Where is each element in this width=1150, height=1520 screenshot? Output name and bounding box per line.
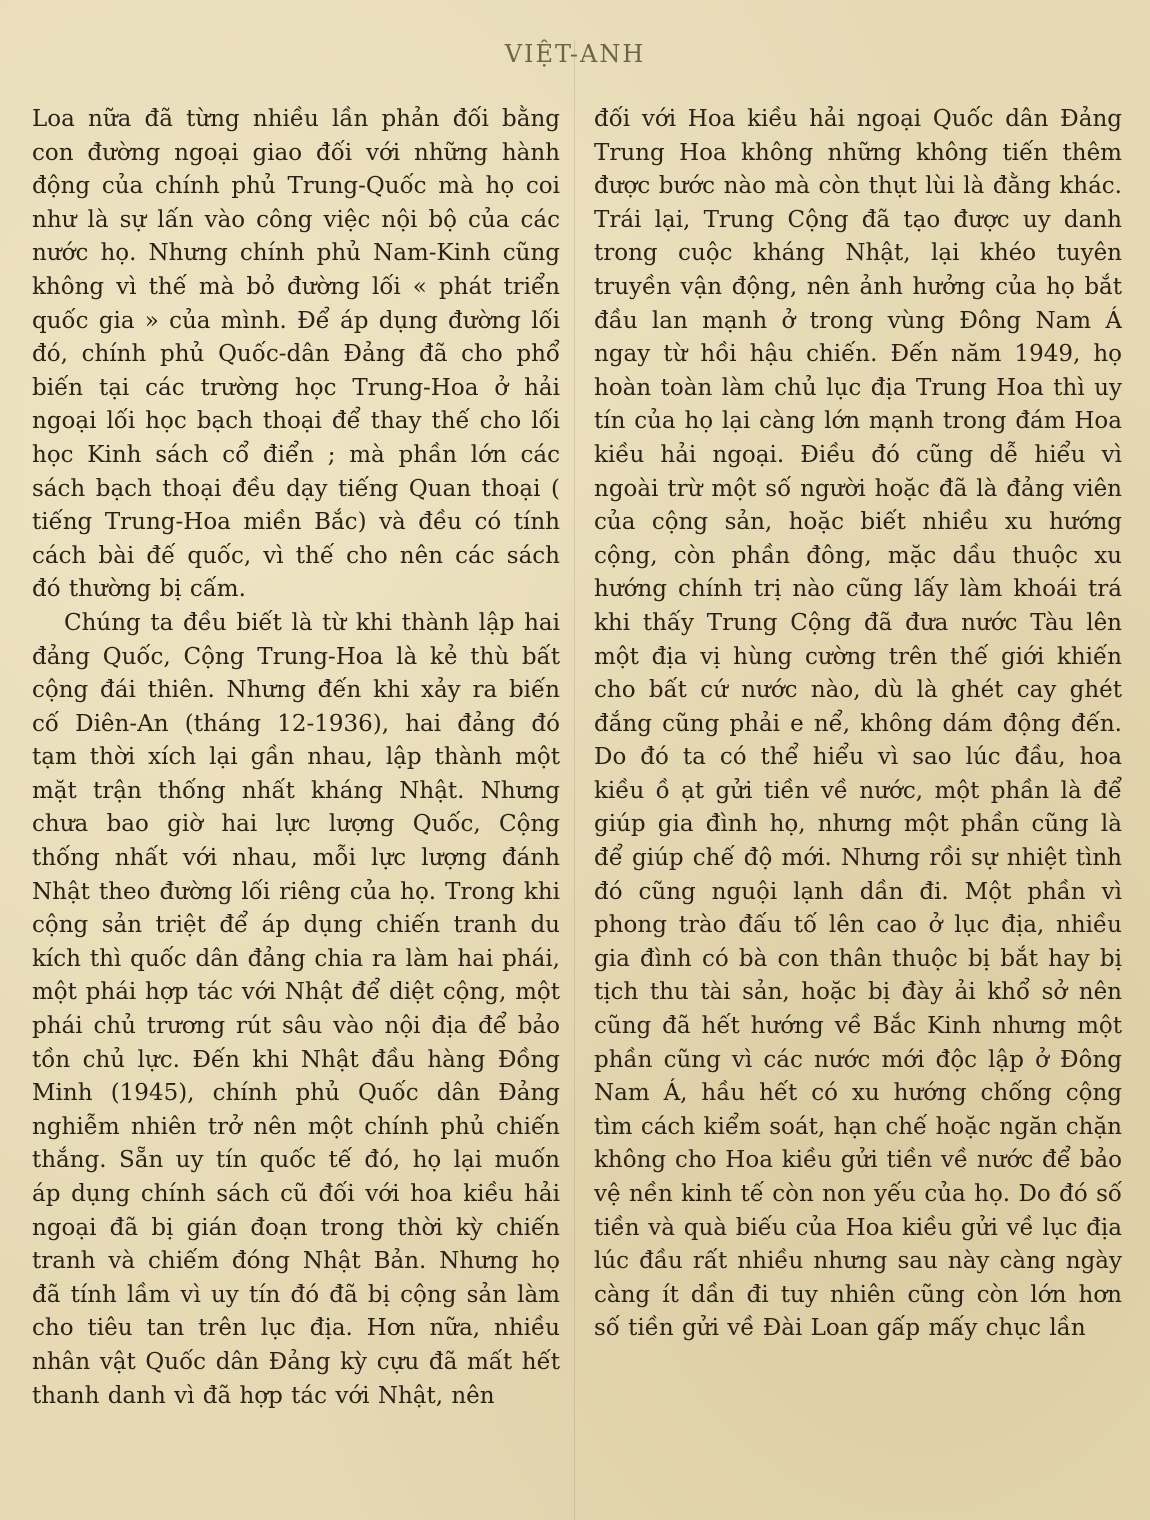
paragraph: Chúng ta đều biết là từ khi thành lập hai đảng Quốc, Cộng Trung-Hoa là kẻ thù bất cộng đái thiên. Nhưng đến khi xảy ra biến cố Diên-An (tháng 12-1936), hai đảng đó tạm thời xích lại gần nhau, lập thành một mặt trận thống nhất kháng Nhật. Nhưng chưa bao giờ hai lực lượng Quốc, Cộng thống nhất với nhau, mỗi lực lượng đánh Nhật theo đường lối riêng của họ. Trong khi cộng sản triệt để áp dụng chiến tranh du kích thì quốc dân đảng chia ra làm hai phái, một phái hợp tác với Nhật để diệt cộng, một phái chủ trương rút sâu vào nội địa để bảo tồn chủ lực. Đến khi Nhật đầu hàng Đồng Minh (1945), chính phủ Quốc dân Đảng nghiễm nhiên trở nên một chính phủ chiến thắng. Sẵn uy tín quốc tế đó, họ lại muốn áp dụng chính sách cũ đối với hoa kiều hải ngoại đã bị gián đoạn trong thời kỳ chiến tranh và chiếm đóng Nhật Bản. Nhưng họ đã tính lầm vì uy tín đó đã bị cộng sản làm cho tiêu tan trên lục địa. Hơn nữa, nhiều nhân vật Quốc dân Đảng kỳ cựu đã mất hết thanh danh vì đã hợp tác với Nhật, nên <box>32 609 560 1409</box>
paragraph: Loa nữa đã từng nhiều lần phản đối bằng con đường ngoại giao đối với những hành động của chính phủ Trung-Quốc mà họ coi như là sự lấn vào công việc nội bộ của các nước họ. Nhưng chính phủ Nam-Kinh cũng không vì thế mà bỏ đường lối « phát triển quốc gia » của mình. Để áp dụng đường lối đó, chính phủ Quốc-dân Đảng đã cho phổ biến tại các trường học Trung-Hoa ở hải ngoại lối học bạch thoại để thay thế cho lối học Kinh sách cổ điển ; mà phần lớn các sách bạch thoại đều dạy tiếng Quan thoại ( tiếng Trung-Hoa miền Bắc) và đều có tính cách bài đế quốc, vì thế cho nên các sách đó thường bị cấm. <box>32 106 560 603</box>
column-gutter <box>574 40 575 1520</box>
right-column <box>594 103 1122 1346</box>
paragraph: đối với Hoa kiều hải ngoại Quốc dân Đảng Trung Hoa không những không tiến thêm được bước nào mà còn thụt lùi là đằng khác. Trái lại, Trung Cộng đã tạo được uy danh trong cuộc kháng Nhật, lại khéo tuyên truyền vận động, nên ảnh hưởng của họ bắt đầu lan mạnh ở trong vùng Đông Nam Á ngay từ hồi hậu chiến. Đến năm 1949, họ hoàn toàn làm chủ lục địa Trung Hoa thì uy tín của họ lại càng lớn mạnh trong đám Hoa kiều hải ngoại. Điều đó cũng dễ hiểu vì ngoài trừ một số người hoặc đã là đảng viên của cộng sản, hoặc biết nhiều xu hướng cộng, còn phần đông, mặc dầu thuộc xu hướng chính trị nào cũng lấy làm khoái trá khi thấy Trung Cộng đã đưa nước Tàu lên một địa vị hùng cường trên thế giới khiến cho bất cứ nước nào, dù là ghét cay ghét đắng cũng phải e nể, không dám động đến. Do đó ta có thể hiểu vì sao lúc đầu, hoa kiều ồ ạt gửi tiền về nước, một phần là để giúp gia đình họ, nhưng một phần cũng là để giúp chế độ mới. Nhưng rồi sự nhiệt tình đó cũng nguội lạnh dần đi. Một phần vì phong trào đấu tố lên cao ở lục địa, nhiều gia đình có bà con thân thuộc bị bắt hay bị tịch thu tài sản, hoặc bị đày ải khổ sở nên cũng đã hết hướng về Bắc Kinh nhưng một phần cũng vì các nước mới độc lập ở Đông Nam Á, hầu hết có xu hướng chống cộng tìm cách kiểm soát, hạn chế hoặc ngăn chặn không cho Hoa kiều gửi tiền về nước để bảo vệ nền kinh tế còn non yếu của họ. Do đó số tiền và quà biếu của Hoa kiều gửi về lục địa lúc đầu rất nhiều nhưng sau này càng ngày càng ít dần đi tuy nhiên cũng còn lớn hơn số tiền gửi về Đài Loan gấp mấy chục lần <box>594 106 1122 1342</box>
left-column <box>32 103 560 1413</box>
running-title: VIỆT-ANH <box>504 40 646 68</box>
